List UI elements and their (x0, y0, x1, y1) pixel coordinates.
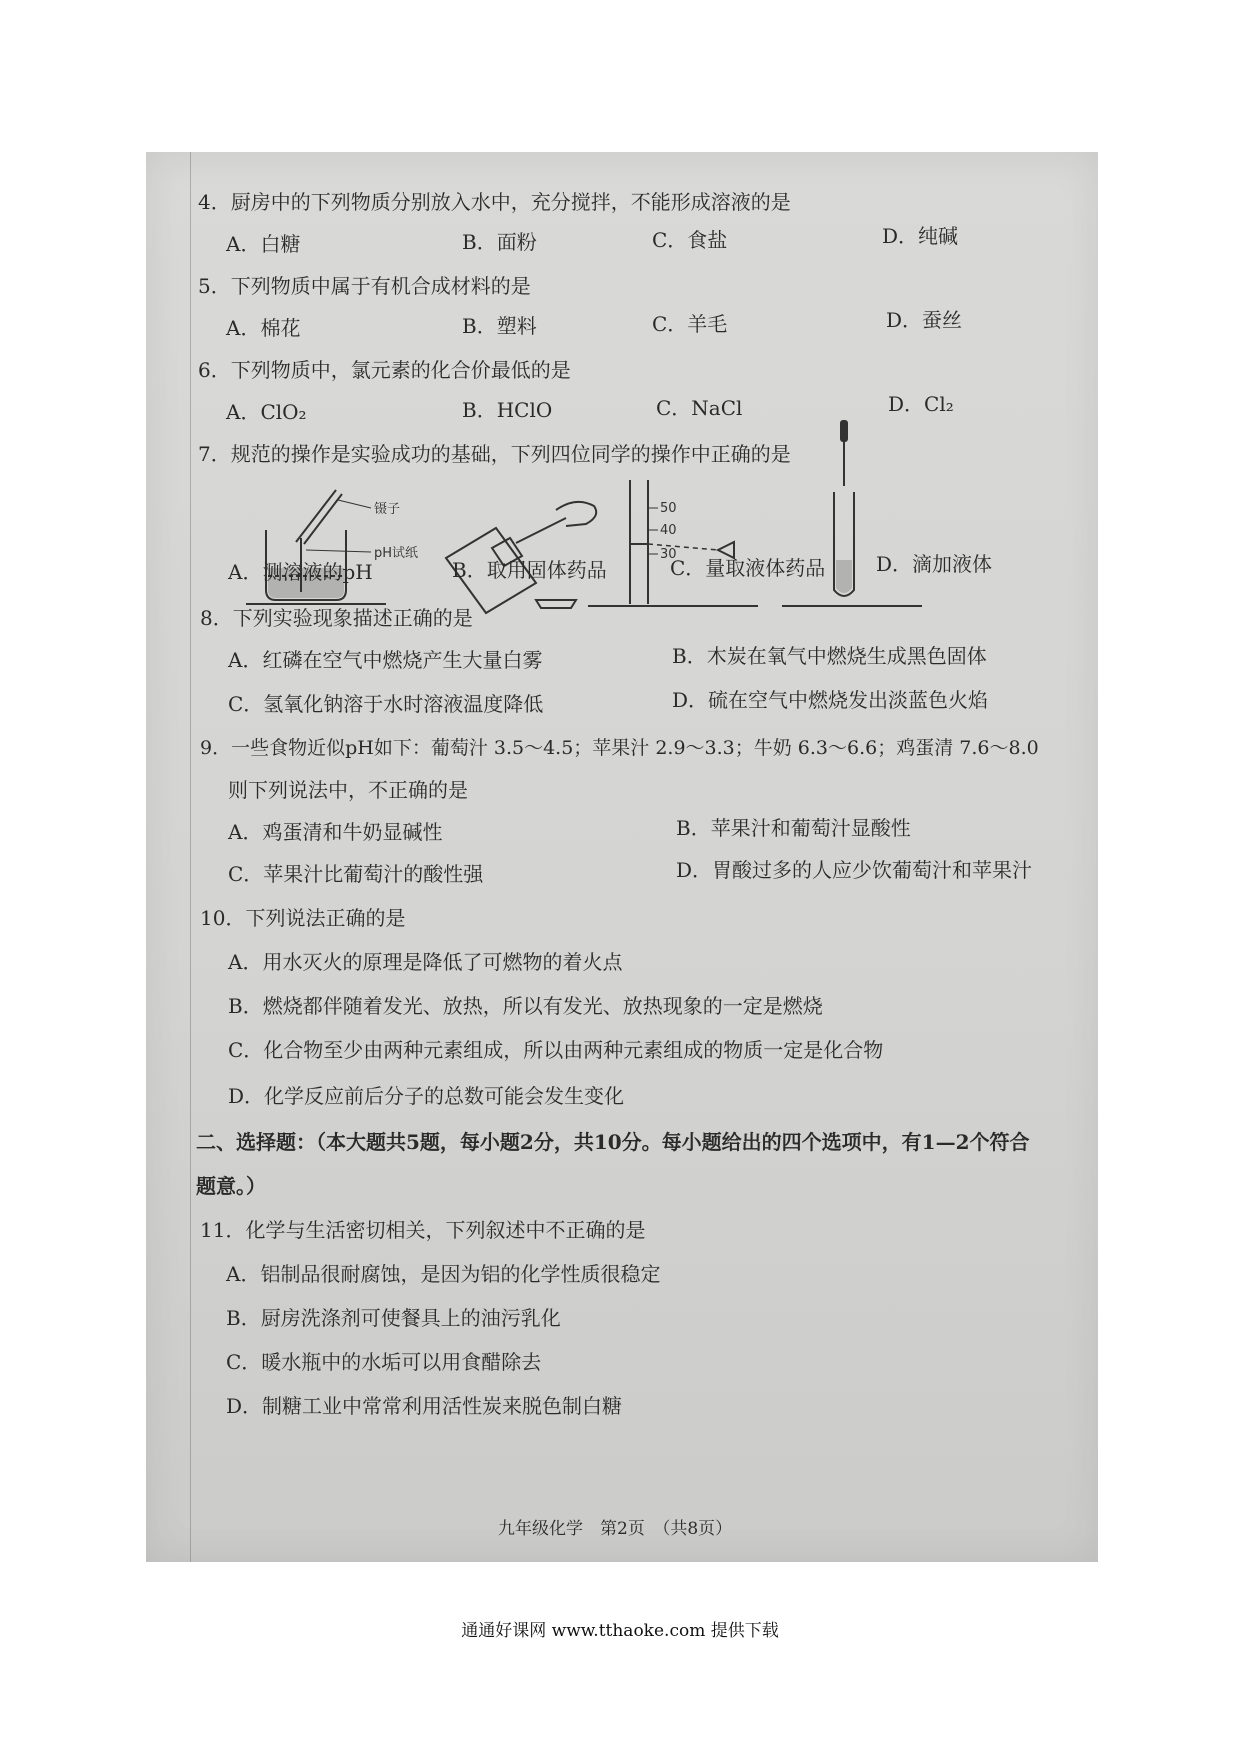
q8-option-a: A．红磷在空气中燃烧产生大量白雾 (228, 648, 543, 672)
q6-option-d: D．Cl₂ (888, 392, 954, 416)
q8-option-c: C．氢氧化钠溶于水时溶液温度降低 (228, 692, 544, 716)
q7-option-c: C．量取液体药品 (670, 556, 826, 580)
q11-option-d: D．制糖工业中常常利用活性炭来脱色制白糖 (226, 1394, 623, 1418)
figure-c-measure-liquid (588, 470, 788, 620)
q8-option-d: D．硫在空气中燃烧发出淡蓝色火焰 (672, 688, 989, 712)
q9-option-c: C．苹果汁比葡萄汁的酸性强 (228, 862, 484, 886)
q9-option-b: B．苹果汁和葡萄汁显酸性 (676, 816, 911, 840)
q9-option-d: D．胃酸过多的人应少饮葡萄汁和苹果汁 (676, 858, 1033, 882)
scale-50: 50 (660, 501, 677, 516)
q9-option-a: A．鸡蛋清和牛奶显碱性 (228, 820, 443, 844)
q11-option-a: A．铝制品很耐腐蚀，是因为铝的化学性质很稳定 (226, 1262, 661, 1286)
q9-stem-2: 则下列说法中，不正确的是 (228, 778, 468, 802)
scanned-exam-page (146, 152, 1098, 1562)
q6-option-a: A．ClO₂ (226, 400, 307, 424)
q5-option-c: C．羊毛 (652, 312, 728, 336)
tweezers-label: 镊子 (374, 502, 401, 517)
q11-stem: 11．化学与生活密切相关，下列叙述中不正确的是 (200, 1218, 646, 1242)
q10-option-d: D．化学反应前后分子的总数可能会发生变化 (228, 1084, 625, 1108)
section-2-heading-cont: 题意。） (196, 1174, 266, 1198)
q10-option-c: C．化合物至少由两种元素组成，所以由两种元素组成的物质一定是化合物 (228, 1038, 884, 1062)
figure-a-ph-test (246, 480, 446, 620)
ph-paper-label: pH试纸 (374, 546, 419, 561)
q6-option-c: C．NaCl (656, 396, 743, 420)
q4-stem: 4．厨房中的下列物质分别放入水中，充分搅拌，不能形成溶液的是 (198, 190, 791, 214)
q4-option-a: A．白糖 (226, 232, 301, 256)
q5-option-a: A．棉花 (226, 316, 301, 340)
q11-option-b: B．厨房洗涤剂可使餐具上的油污乳化 (226, 1306, 561, 1330)
download-source-note: 通通好课网 www.tthaoke.com 提供下载 (461, 1621, 779, 1641)
q11-option-c: C．暖水瓶中的水垢可以用食醋除去 (226, 1350, 542, 1374)
dropper-bulb-icon (840, 420, 848, 442)
figure-d-add-drops (782, 420, 932, 620)
q7-option-a: A．测溶液的pH (228, 560, 373, 584)
page-footer: 九年级化学 第2页 （共8页） (498, 1519, 733, 1539)
q7-option-d: D．滴加液体 (876, 552, 993, 576)
q5-option-b: B．塑料 (462, 314, 537, 338)
page-fold-line (190, 152, 191, 1562)
q6-option-b: B．HClO (462, 398, 553, 422)
q10-option-b: B．燃烧都伴随着发光、放热，所以有发光、放热现象的一定是燃烧 (228, 994, 823, 1018)
q8-stem: 8．下列实验现象描述正确的是 (200, 606, 473, 630)
dish-icon (536, 600, 576, 608)
sight-line (648, 544, 718, 550)
scale-40: 40 (660, 523, 677, 538)
q7-stem: 7．规范的操作是实验成功的基础，下列四位同学的操作中正确的是 (198, 442, 791, 466)
q4-option-d: D．纯碱 (882, 224, 959, 248)
q5-option-d: D．蚕丝 (886, 308, 963, 332)
tweezers-icon (296, 490, 336, 542)
tweezers-icon (516, 518, 566, 543)
q10-stem: 10．下列说法正确的是 (200, 906, 406, 930)
q4-option-c: C．食盐 (652, 228, 728, 252)
q8-option-b: B．木炭在氧气中燃烧生成黑色固体 (672, 644, 987, 668)
scale-30: 30 (660, 547, 677, 562)
q5-stem: 5．下列物质中属于有机合成材料的是 (198, 274, 531, 298)
q9-stem: 9．一些食物近似pH如下：葡萄汁 3.5～4.5；苹果汁 2.9～3.3；牛奶 6.3～6.6；鸡蛋清 7.6～8.0 (200, 737, 1039, 759)
q4-option-b: B．面粉 (462, 230, 537, 254)
q7-option-b: B．取用固体药品 (452, 558, 607, 582)
q10-option-a: A．用水灭火的原理是降低了可燃物的着火点 (228, 950, 623, 974)
q6-stem: 6．下列物质中，氯元素的化合价最低的是 (198, 358, 571, 382)
section-2-heading: 二、选择题：（本大题共5题，每小题2分，共10分。每小题给出的四个选项中，有1—2个符合 (196, 1130, 1030, 1154)
